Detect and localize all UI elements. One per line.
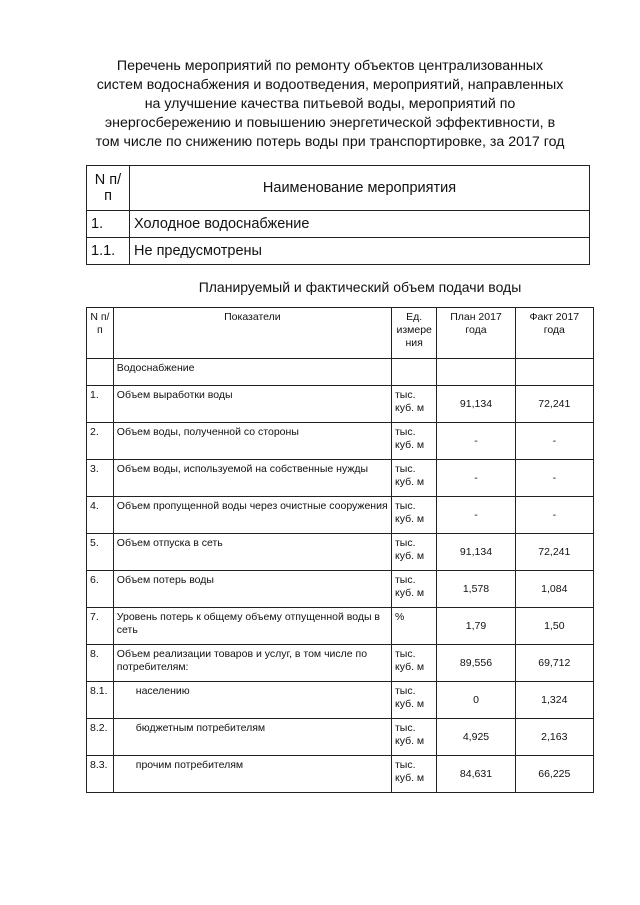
row-fact: -	[515, 423, 593, 460]
row-unit: тыс. куб. м	[392, 386, 437, 423]
section-label: Водоснабжение	[113, 359, 391, 386]
row-unit: тыс. куб. м	[392, 756, 437, 793]
row-fact: -	[515, 497, 593, 534]
header-measure-name: Наименование мероприятия	[130, 166, 590, 211]
row-unit: %	[392, 608, 437, 645]
row-indicator: Объем воды, полученной со стороны	[113, 423, 391, 460]
row-plan: -	[437, 460, 515, 497]
row-fact: 1,324	[515, 682, 593, 719]
row-plan: -	[437, 497, 515, 534]
row-indicator: Объем выработки воды	[113, 386, 391, 423]
table-row	[87, 211, 590, 238]
row-num: 7.	[87, 608, 114, 645]
row-num: 8.	[87, 645, 114, 682]
document-title	[80, 57, 580, 152]
row-num: 8.1.	[87, 682, 114, 719]
table-row	[87, 534, 594, 571]
row-num: 1.	[87, 386, 114, 423]
row-plan: 0	[437, 682, 515, 719]
volume-table-header	[87, 308, 594, 359]
table-row	[87, 497, 594, 534]
header-indicator: Показатели	[113, 308, 391, 359]
title-line: том числе по снижению потерь воды при транспортировке, за 2017 год	[95, 134, 565, 150]
measures-table	[86, 165, 590, 265]
row-fact: 66,225	[515, 756, 593, 793]
table-row	[87, 238, 590, 265]
row-indicator: Объем потерь воды	[113, 571, 391, 608]
row-num: 8.2.	[87, 719, 114, 756]
row-num: 4.	[87, 497, 114, 534]
row-num: 2.	[87, 423, 114, 460]
table-row	[87, 608, 594, 645]
table-row	[87, 719, 594, 756]
row-unit: тыс. куб. м	[392, 534, 437, 571]
header-fact: Факт 2017 года	[515, 308, 593, 359]
header-num: N п/п	[87, 166, 130, 211]
row-fact: 69,712	[515, 645, 593, 682]
row-unit: тыс. куб. м	[392, 497, 437, 534]
row-plan: 89,556	[437, 645, 515, 682]
row-plan: 1,79	[437, 608, 515, 645]
row-unit: тыс. куб. м	[392, 719, 437, 756]
title-line: энергосбережению и повышению энергетической эффективности, в	[104, 115, 556, 131]
row-unit: тыс. куб. м	[392, 682, 437, 719]
row-plan: 4,925	[437, 719, 515, 756]
row-unit: тыс. куб. м	[392, 645, 437, 682]
row-unit: тыс. куб. м	[392, 460, 437, 497]
row-indicator: Объем реализации товаров и услуг, в том числе по потребителям:	[113, 645, 391, 682]
row-num: 5.	[87, 534, 114, 571]
row-measure: Не предусмотрены	[130, 238, 590, 265]
row-fact: 2,163	[515, 719, 593, 756]
row-indicator: прочим потребителям	[113, 756, 391, 793]
row-indicator: Объем воды, используемой на собственные нужды	[113, 460, 391, 497]
row-fact: 72,241	[515, 386, 593, 423]
row-plan: 84,631	[437, 756, 515, 793]
table-row	[87, 756, 594, 793]
header-unit: Ед. измере ния	[392, 308, 437, 359]
row-plan: 1,578	[437, 571, 515, 608]
title-line: на улучшение качества питьевой воды, мероприятий по	[144, 96, 516, 112]
row-indicator: Объем пропущенной воды через очистные сооружения	[113, 497, 391, 534]
row-num: 1.	[87, 211, 130, 238]
row-fact: -	[515, 460, 593, 497]
title-line: Перечень мероприятий по ремонту объектов централизованных	[116, 58, 544, 74]
row-indicator: населению	[113, 682, 391, 719]
row-fact: 72,241	[515, 534, 593, 571]
row-num: 1.1.	[87, 238, 130, 265]
row-plan: 91,134	[437, 534, 515, 571]
row-num: 8.3.	[87, 756, 114, 793]
row-plan: 91,134	[437, 386, 515, 423]
row-unit: тыс. куб. м	[392, 571, 437, 608]
row-plan: -	[437, 423, 515, 460]
header-plan: План 2017 года	[437, 308, 515, 359]
volume-table-title: Планируемый и фактический объем подачи воды	[198, 279, 522, 295]
table-row	[87, 460, 594, 497]
row-unit: тыс. куб. м	[392, 423, 437, 460]
title-line: систем водоснабжения и водоотведения, мероприятий, направленных	[96, 77, 564, 93]
header-num: N п/п	[87, 308, 114, 359]
row-indicator: бюджетным потребителям	[113, 719, 391, 756]
row-indicator: Уровень потерь к общему объему отпущенной воды в сеть	[113, 608, 391, 645]
table-row	[87, 682, 594, 719]
table-row	[87, 386, 594, 423]
row-measure: Холодное водоснабжение	[130, 211, 590, 238]
table-row	[87, 645, 594, 682]
row-num: 3.	[87, 460, 114, 497]
row-num: 6.	[87, 571, 114, 608]
table-row	[87, 423, 594, 460]
row-fact: 1,50	[515, 608, 593, 645]
section-row	[87, 359, 594, 386]
row-indicator: Объем отпуска в сеть	[113, 534, 391, 571]
row-fact: 1,084	[515, 571, 593, 608]
measures-table-header	[87, 166, 590, 211]
volume-table	[86, 307, 594, 793]
table-row	[87, 571, 594, 608]
